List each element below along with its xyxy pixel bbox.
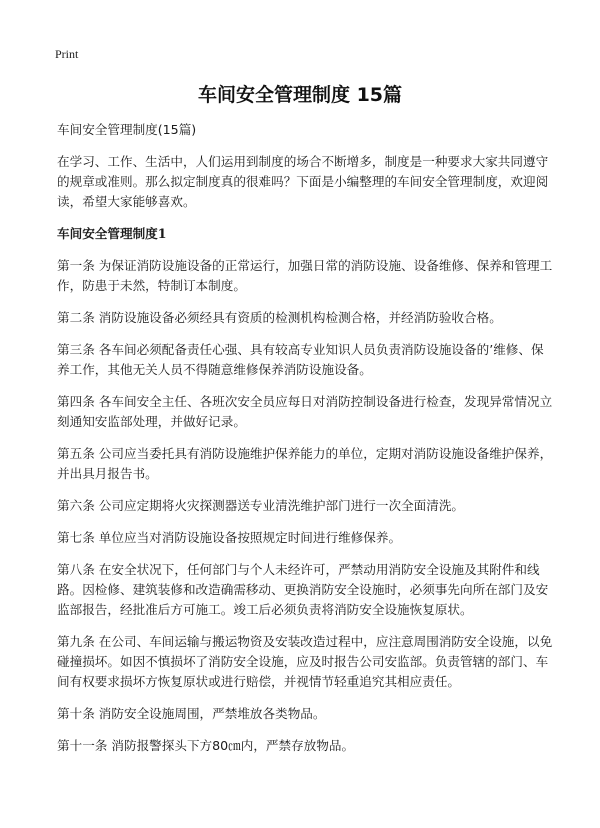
print-link[interactable]: Print — [55, 47, 79, 61]
article-paragraph: 第五条 公司应当委托具有消防设施维护保养能力的单位，定期对消防设施设备维护保养，并出具月报告书。 — [57, 446, 553, 481]
document-subtitle: 车间安全管理制度(15篇) — [57, 122, 197, 137]
intro-paragraph: 在学习、工作、生活中，人们运用到制度的场合不断增多，制度是一种要求大家共同遵守的规章或准则。那么拟定制度真的很难吗？下面是小编整理的车间安全管理制度，欢迎阅读，希望大家能够喜欢。 — [57, 154, 549, 209]
document-body — [57, 120, 553, 768]
article-paragraph: 第六条 公司应定期将火灾探测器送专业清洗维护部门进行一次全面清洗。 — [57, 498, 465, 513]
article-paragraph: 第二条 消防设施设备必须经具有资质的检测机构检测合格，并经消防验收合格。 — [57, 310, 502, 325]
article-paragraph: 第七条 单位应当对消防设施设备按照规定时间进行维修保养。 — [57, 530, 402, 545]
article-paragraph: 第三条 各车间必须配备责任心强、具有较高专业知识人员负责消防设施设备的’维修、保养工作，其他无关人员不得随意维修保养消防设施设备。 — [57, 342, 544, 377]
article-paragraph: 第十条 消防安全设施周围，严禁堆放各类物品。 — [57, 706, 326, 721]
section-heading: 车间安全管理制度1 — [57, 226, 167, 241]
article-paragraph: 第一条 为保证消防设施设备的正常运行，加强日常的消防设施、设备维修、保养和管理工作，防患于未然，特制订本制度。 — [57, 258, 553, 293]
article-paragraph: 第九条 在公司、车间运输与搬运物资及安装改造过程中，应注意周围消防安全设施，以免碰撞损坏。如因不慎损坏了消防安全设施，应及时报告公司安监部。负责管辖的部门、车间有权要求损坏方恢复原状或进行赔偿，并视情节轻重追究其相应责任。 — [57, 634, 553, 689]
article-paragraph: 第四条 各车间安全主任、各班次安全员应每日对消防控制设备进行检查，发现异常情况立刻通知安监部处理，并做好记录。 — [57, 394, 553, 429]
article-paragraph: 第十一条 消防报警探头下方80㎝内，严禁存放物品。 — [57, 738, 355, 753]
article-paragraph: 第八条 在安全状况下，任何部门与个人未经许可，严禁动用消防安全设施及其附件和线路。因检修、建筑装修和改造确需移动、更换消防安全设施时，必须事先向所在部门及安监部报告，经批准后方可施工。竣工后必须负责将消防安全设施恢复原状。 — [57, 562, 549, 617]
page-title: 车间安全管理制度 15篇 — [197, 84, 403, 106]
